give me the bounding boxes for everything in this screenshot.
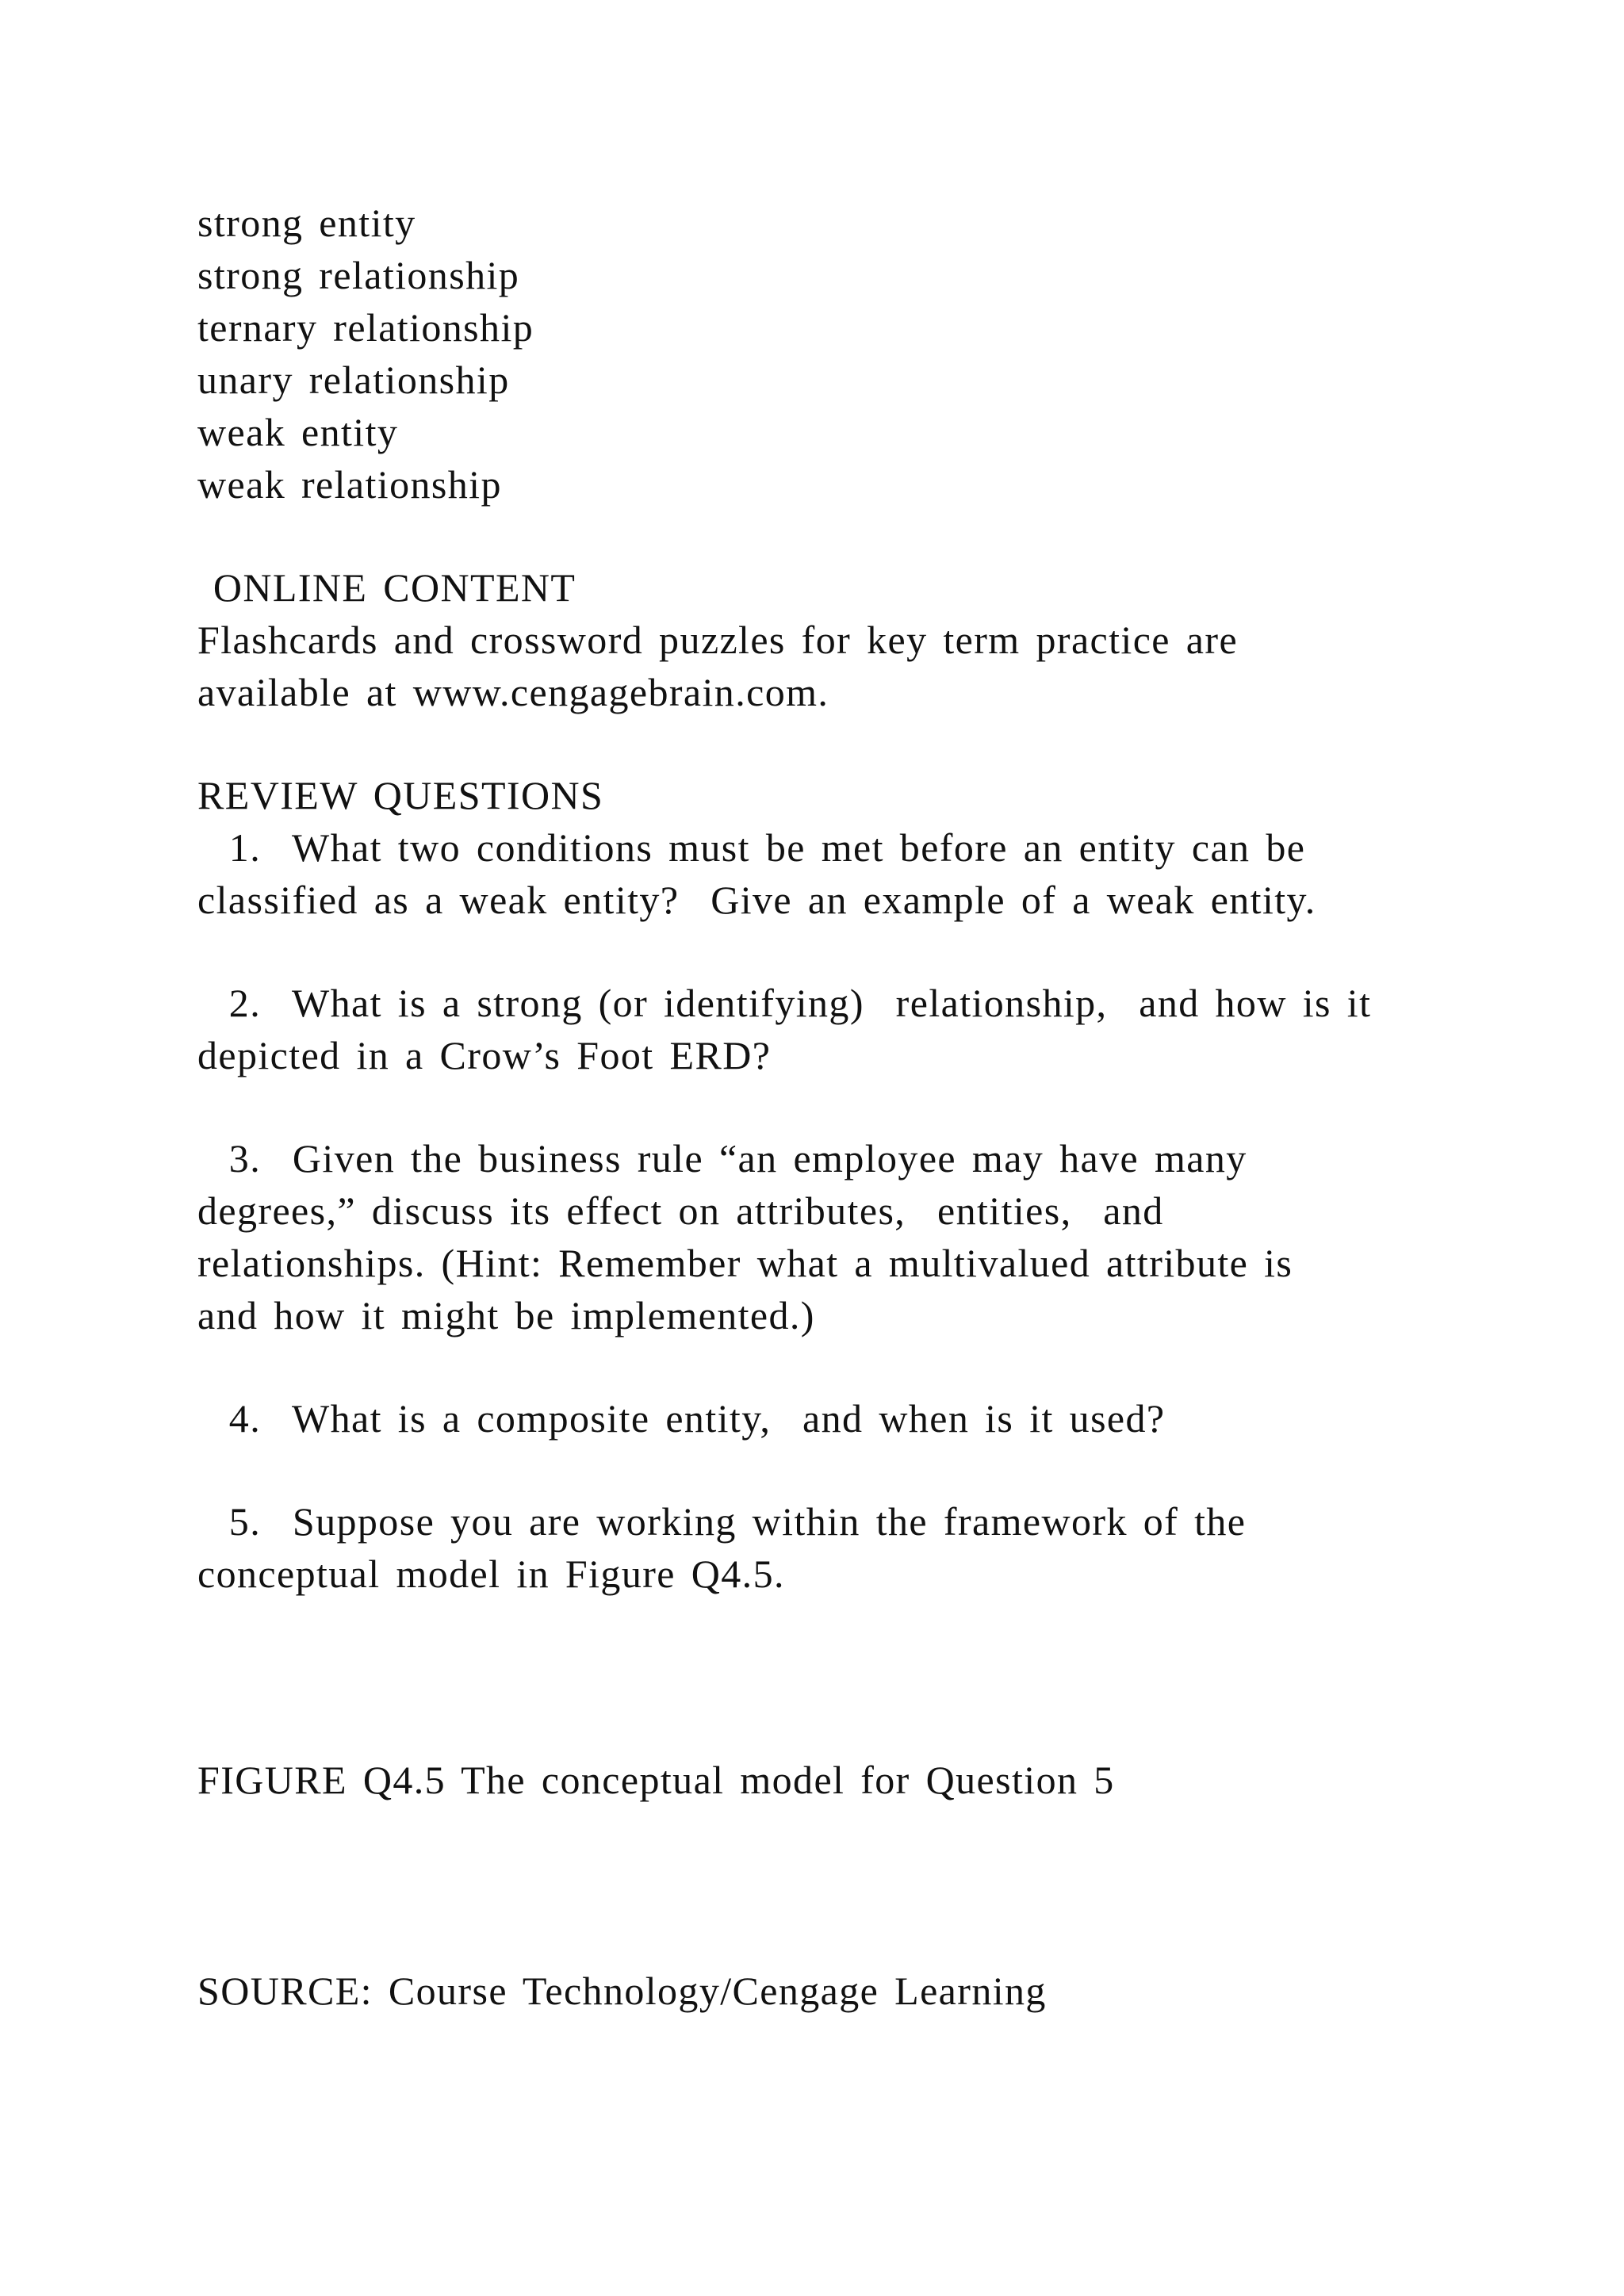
key-term: strong relationship (197, 253, 520, 297)
question-1: 1. What two conditions must be met before an entity can be (197, 825, 1306, 870)
question-3: 3. Given the business rule “an employee may have many (197, 1136, 1247, 1181)
source-line: SOURCE: Course Technology/Cengage Learning (197, 1969, 1047, 2013)
key-term: weak entity (197, 410, 399, 454)
key-term: strong entity (197, 201, 416, 245)
question-4: 4. What is a composite entity, and when is it used? (197, 1396, 1166, 1441)
question-5-continued: conceptual model in Figure Q4.5. (197, 1552, 785, 1596)
key-term: ternary relationship (197, 305, 534, 350)
online-content-text: available at www.cengagebrain.com. (197, 670, 829, 714)
figure-caption: FIGURE Q4.5 The conceptual model for Question 5 (197, 1758, 1115, 1802)
question-2: 2. What is a strong (or identifying) relationship, and how is it (197, 981, 1372, 1025)
question-5: 5. Suppose you are working within the framework of the (197, 1499, 1247, 1544)
question-3-continued: relationships. (Hint: Remember what a multivalued attribute is (197, 1241, 1293, 1285)
key-term: weak relationship (197, 462, 502, 507)
question-2-continued: depicted in a Crow’s Foot ERD? (197, 1033, 772, 1077)
question-3-continued: degrees,” discuss its effect on attributes, entities, and (197, 1188, 1164, 1233)
review-questions-heading: REVIEW QUESTIONS (197, 773, 604, 817)
online-content-text: Flashcards and crossword puzzles for key term practice are (197, 618, 1239, 662)
question-3-continued: and how it might be implemented.) (197, 1293, 815, 1337)
question-1-continued: classified as a weak entity? Give an example of a weak entity. (197, 878, 1316, 922)
key-term: unary relationship (197, 358, 510, 402)
online-content-heading: ONLINE CONTENT (197, 565, 576, 610)
